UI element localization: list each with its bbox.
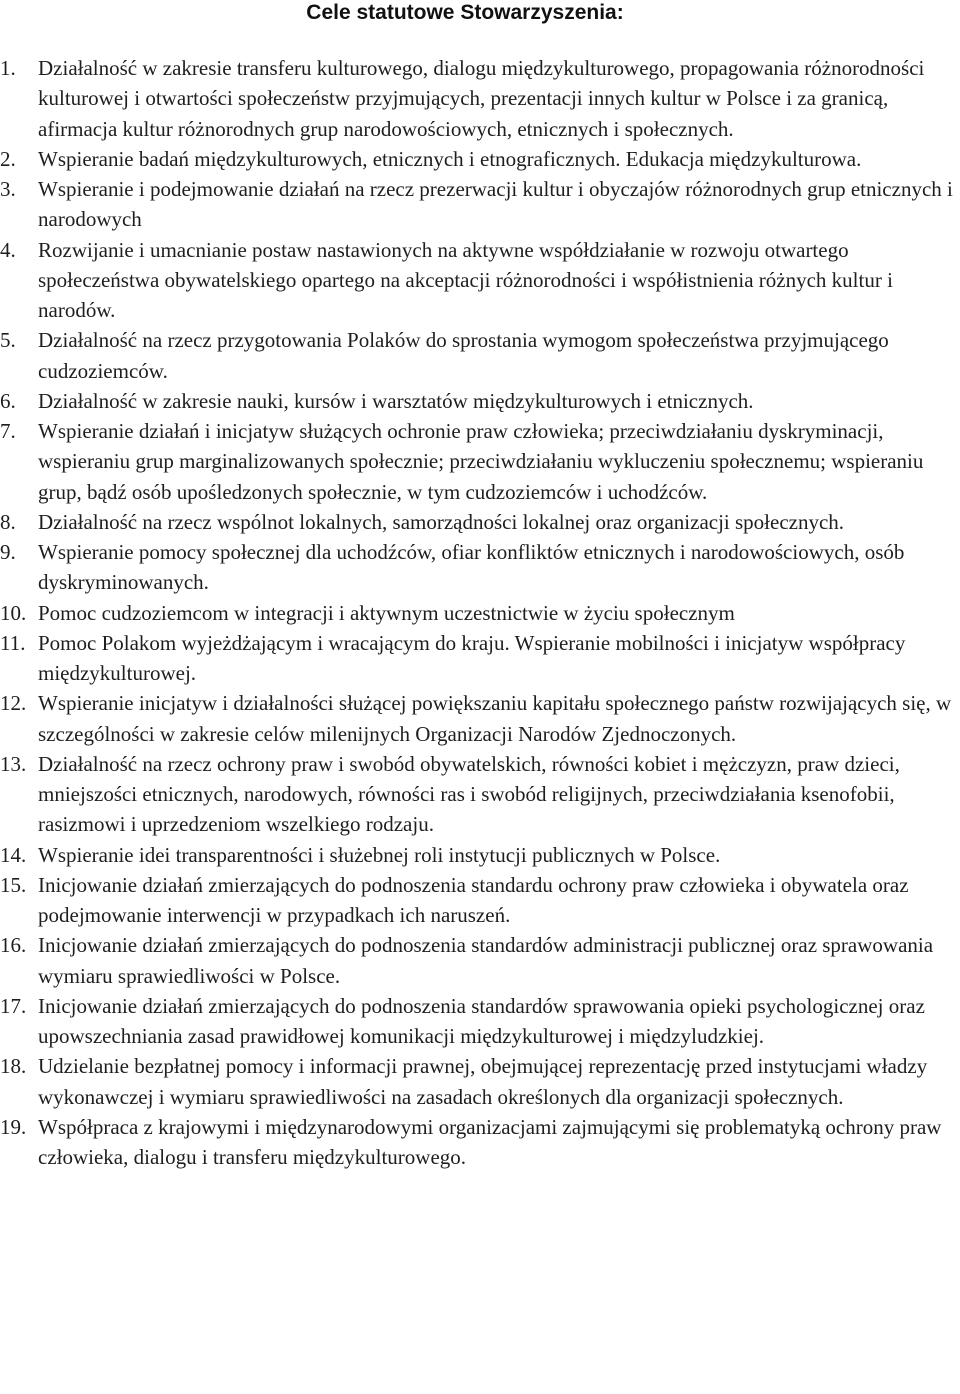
list-item <box>0 840 960 870</box>
item-number: 3. <box>0 177 16 201</box>
page-title: Cele statutowe Stowarzyszenia: <box>306 1 624 24</box>
item-number: 12. <box>0 691 27 716</box>
list-item <box>0 53 960 144</box>
item-number: 18. <box>0 1054 27 1079</box>
list-item <box>0 325 960 386</box>
list-item <box>0 174 960 235</box>
item-number: 11. <box>0 630 26 655</box>
item-text: Działalność w zakresie transferu kulturowego, dialogu międzykulturowego, propagowania różnorodności kulturowej i otwartości społeczeństw przyjmujących, prezentacji innych kultur w Polsce i za granicą, afirmacja kultur różnorodnych grup narodowościowych, etnicznych i społecznych. <box>38 56 925 141</box>
item-text: Wspieranie idei transparentności i służebnej roli instytucji publicznych w Polsce. <box>38 842 721 867</box>
list-item <box>0 507 960 537</box>
list-item <box>0 749 960 840</box>
item-text: Wspieranie działań i inicjatyw służących ochronie praw człowieka; przeciwdziałaniu dyskryminacji, wspieraniu grup marginalizowanych społecznie; przeciwdziałaniu wykluczeniu społecznemu; wspieraniu grup, bądź osób upośledzonych społecznie, w tym cudzoziemców i uchodźców. <box>38 419 924 504</box>
item-number: 14. <box>0 842 27 867</box>
statutory-goals-list <box>0 53 960 1172</box>
item-text: Inicjowanie działań zmierzających do podnoszenia standardu ochrony praw człowieka i obywatela oraz podejmowanie interwencji w przypadkach ich naruszeń. <box>38 872 909 927</box>
item-text: Działalność w zakresie nauki, kursów i warsztatów międzykulturowych i etnicznych. <box>38 388 754 413</box>
item-number: 6. <box>0 388 16 413</box>
item-text: Wspieranie inicjatyw i działalności służącej powiększaniu kapitału społecznego państw rozwijających się, w szczególności w zakresie celów milenijnych Organizacji Narodów Zjednoczonych. <box>38 691 952 746</box>
list-item <box>0 628 960 689</box>
item-text: Współpraca z krajowymi i międzynarodowymi organizacjami zajmującymi się problematyką ochrony praw człowieka, dialogu i transferu międzykulturowego. <box>38 1114 942 1169</box>
item-number: 15. <box>0 872 27 897</box>
list-item <box>0 870 960 931</box>
list-item <box>0 1051 960 1112</box>
item-number: 4. <box>0 237 16 262</box>
item-text: Działalność na rzecz wspólnot lokalnych, samorządności lokalnej oraz organizacji społecznych. <box>38 509 845 534</box>
item-number: 2. <box>0 146 16 171</box>
list-item <box>0 688 960 749</box>
item-text: Inicjowanie działań zmierzających do podnoszenia standardów sprawowania opieki psychologicznej oraz upowszechniania zasad prawidłowej komunikacji międzykulturowej i międzyludzkiej. <box>38 993 925 1048</box>
item-text: Pomoc Polakom wyjeżdżającym i wracającym do kraju. Wspieranie mobilności i inicjatyw współpracy międzykulturowej. <box>38 630 906 685</box>
item-number: 7. <box>0 419 16 443</box>
list-item <box>0 930 960 991</box>
list-item <box>0 598 960 628</box>
list-item <box>0 144 960 174</box>
item-text: Inicjowanie działań zmierzających do podnoszenia standardów administracji publicznej oraz sprawowania wymiaru sprawiedliwości w Polsce. <box>38 933 934 988</box>
item-number: 10. <box>0 600 27 625</box>
item-number: 8. <box>0 509 16 534</box>
item-text: Wspieranie badań międzykulturowych, etnicznych i etnograficznych. Edukacja międzykulturowa. <box>38 146 862 171</box>
item-text: Wspieranie pomocy społecznej dla uchodźców, ofiar konfliktów etnicznych i narodowościowych, osób dyskryminowanych. <box>38 540 905 595</box>
item-number: 1. <box>0 56 16 80</box>
item-text: Rozwijanie i umacnianie postaw nastawionych na aktywne współdziałanie w rozwoju otwartego społeczeństwa obywatelskiego opartego na akceptacji różnorodności i współistnienia różnych kultur i narodów. <box>38 237 893 322</box>
list-item <box>0 235 960 326</box>
list-item <box>0 416 960 507</box>
item-text: Pomoc cudzoziemcom w integracji i aktywnym uczestnictwie w życiu społecznym <box>38 600 735 625</box>
item-number: 5. <box>0 328 16 353</box>
item-text: Działalność na rzecz przygotowania Polaków do sprostania wymogom społeczeństwa przyjmującego cudzoziemców. <box>38 328 889 383</box>
item-number: 17. <box>0 993 27 1018</box>
list-item <box>0 537 960 598</box>
list-item <box>0 1112 960 1173</box>
item-number: 9. <box>0 540 16 564</box>
list-item <box>0 386 960 416</box>
item-number: 13. <box>0 751 27 776</box>
item-text: Wspieranie i podejmowanie działań na rzecz prezerwacji kultur i obyczajów różnorodnych grup etnicznych i narodowych <box>38 177 953 232</box>
item-text: Udzielanie bezpłatnej pomocy i informacji prawnej, obejmującej reprezentację przed instytucjami władzy wykonawczej i wymiaru sprawiedliwości na zasadach określonych dla organizacji społecznych. <box>38 1054 928 1109</box>
list-item <box>0 991 960 1052</box>
item-number: 19. <box>0 1114 27 1139</box>
item-text: Działalność na rzecz ochrony praw i swobód obywatelskich, równości kobiet i mężczyzn, praw dzieci, mniejszości etnicznych, narodowych, równości ras i swobód religijnych, przeciwdziałania ksenofobii, rasizmowi i uprzedzeniom wszelkiego rodzaju. <box>38 751 900 837</box>
item-number: 16. <box>0 933 27 958</box>
